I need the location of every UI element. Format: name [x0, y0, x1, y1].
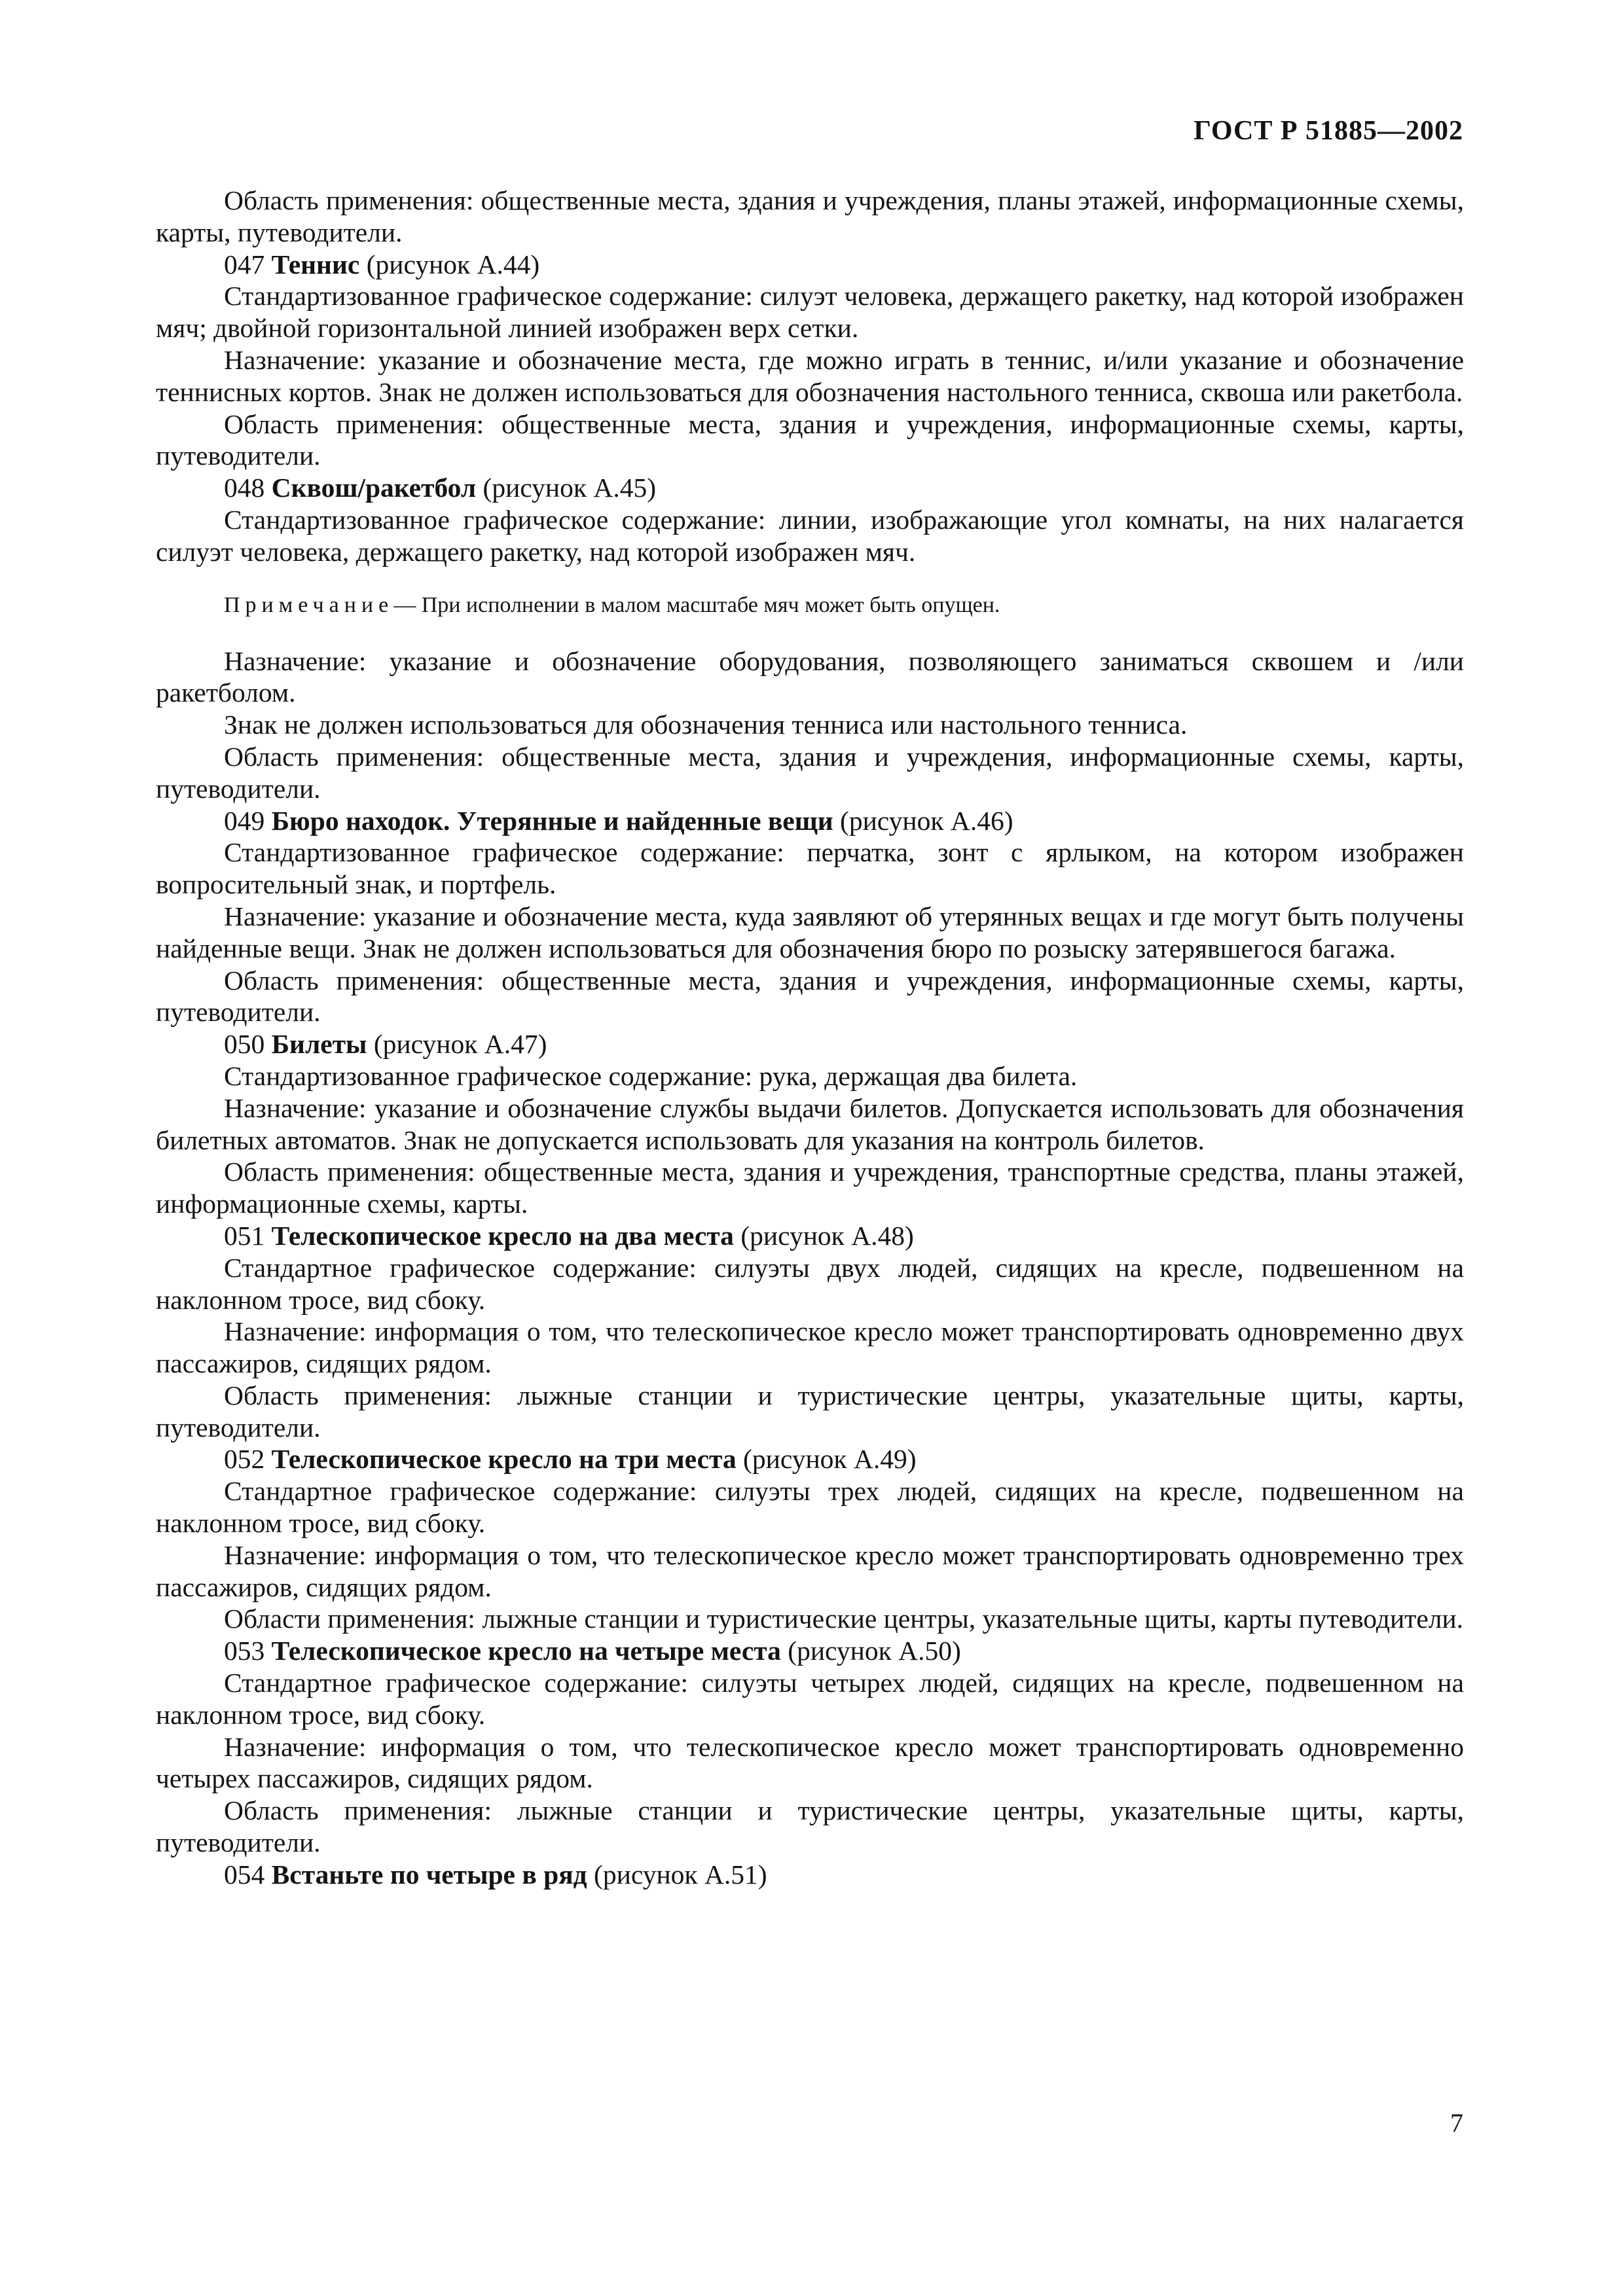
section-heading — [156, 1443, 1464, 1475]
paragraph: Область применения: общественные места, здания и учреждения, информационные схемы, карты, путеводители. — [156, 965, 1464, 1028]
figure-reference: (рисунок А.45) — [483, 473, 657, 503]
paragraph: Области применения: лыжные станции и туристические центры, указательные щиты, карты путеводители. — [224, 1604, 1464, 1634]
section-number: 051 — [224, 1220, 265, 1251]
section-heading — [156, 1220, 1464, 1252]
paragraph: Область применения: общественные места, здания и учреждения, информационные схемы, карты, путеводители. — [156, 408, 1464, 471]
paragraph: Стандартное графическое содержание: силуэты трех людей, сидящих на кресле, подвешенном на наклонном тросе, вид сбоку. — [156, 1476, 1464, 1539]
section-title: Бюро находок. Утерянные и найденные вещи — [271, 805, 833, 836]
figure-reference: (рисунок А.51) — [594, 1859, 767, 1890]
note — [156, 590, 1464, 620]
section-title: Сквош/ракетбол — [271, 473, 477, 503]
paragraph: Назначение: указание и обозначение службы выдачи билетов. Допускается использовать для обозначения билетных автоматов. Знак не допускается использовать для указания на контроль билетов. — [156, 1092, 1464, 1155]
section-number: 049 — [224, 805, 265, 836]
section-title: Телескопическое кресло на четыре места — [271, 1636, 781, 1666]
paragraph: Стандартизованное графическое содержание: линии, изображающие угол комнаты, на них налагается силуэт человека, держащего ракетку, над которой изображен мяч. — [156, 504, 1464, 567]
paragraph: Стандартизованное графическое содержание: силуэт человека, держащего ракетку, над которой изображен мяч; двойной горизонтальной линией изображен верх сетки. — [156, 281, 1464, 344]
note-text: — При исполнении в малом масштабе мяч может быть опущен. — [393, 592, 1000, 617]
figure-reference: (рисунок А.48) — [740, 1220, 914, 1251]
paragraph: Область применения: общественные места, здания и учреждения, информационные схемы, карты, путеводители. — [156, 741, 1464, 804]
figure-reference: (рисунок А.47) — [373, 1029, 547, 1060]
paragraph: Назначение: информация о том, что телескопическое кресло может транспортировать одновременно четырех пассажиров, сидящих рядом. — [156, 1731, 1464, 1794]
document-body — [156, 185, 1464, 1891]
paragraph: Знак не должен использоваться для обозначения тенниса или настольного тенниса. — [224, 709, 1188, 740]
section-heading — [156, 249, 1464, 281]
section-heading — [156, 472, 1464, 504]
paragraph: Назначение: указание и обозначение места, где можно играть в теннис, и/или указание и обозначение теннисных кортов. Знак не должен использоваться для обозначения настольного тенниса, сквоша или ракетбола. — [156, 344, 1464, 407]
section-heading — [156, 1859, 1464, 1891]
paragraph: Область применения: лыжные станции и туристические центры, указательные щиты, карты, путеводители. — [156, 1380, 1464, 1443]
section-number: 050 — [224, 1029, 265, 1060]
section-number: 048 — [224, 473, 265, 503]
section-heading — [156, 805, 1464, 837]
figure-reference: (рисунок А.44) — [366, 249, 540, 279]
figure-reference: (рисунок А.46) — [840, 805, 1013, 836]
section-title: Теннис — [271, 249, 360, 279]
section-heading — [156, 1635, 1464, 1667]
page-number: 7 — [1450, 2108, 1463, 2138]
figure-reference: (рисунок А.49) — [743, 1444, 917, 1475]
section-title: Телескопическое кресло на три места — [271, 1444, 737, 1475]
paragraph: Область применения: общественные места, здания и учреждения, планы этажей, информационные схемы, карты, путеводители. — [156, 185, 1464, 247]
paragraph: Стандартизованное графическое содержание: перчатка, зонт с ярлыком, на котором изображен вопросительный знак, и портфель. — [156, 837, 1464, 900]
section-number: 047 — [224, 249, 265, 279]
section-number: 053 — [224, 1636, 265, 1666]
paragraph: Назначение: информация о том, что телескопическое кресло может транспортировать одновременно двух пассажиров, сидящих рядом. — [156, 1316, 1464, 1379]
section-title: Билеты — [271, 1029, 367, 1060]
paragraph: Область применения: общественные места, здания и учреждения, транспортные средства, планы этажей, информационные схемы, карты. — [156, 1157, 1464, 1219]
paragraph: Назначение: указание и обозначение места, куда заявляют об утерянных вещах и где могут быть получены найденные вещи. Знак не должен использоваться для обозначения бюро по розыску затерявшегося багажа. — [156, 901, 1464, 963]
note-label: Примечание — [224, 592, 394, 617]
paragraph: Стандартное графическое содержание: силуэты двух людей, сидящих на кресле, подвешенном на наклонном тросе, вид сбоку. — [156, 1252, 1464, 1315]
paragraph: Область применения: лыжные станции и туристические центры, указательные щиты, карты, путеводители. — [156, 1795, 1464, 1858]
paragraph: Стандартизованное графическое содержание: рука, держащая два билета. — [224, 1060, 1078, 1091]
section-number: 052 — [224, 1444, 265, 1475]
section-number: 054 — [224, 1859, 265, 1890]
figure-reference: (рисунок А.50) — [788, 1636, 961, 1666]
section-title: Телескопическое кресло на два места — [271, 1220, 734, 1251]
paragraph: Назначение: информация о том, что телескопическое кресло может транспортировать одновременно трех пассажиров, сидящих рядом. — [156, 1539, 1464, 1602]
paragraph: Стандартное графическое содержание: силуэты четырех людей, сидящих на кресле, подвешенном на наклонном тросе, вид сбоку. — [156, 1668, 1464, 1730]
section-heading — [156, 1028, 1464, 1060]
document-code-header: ГОСТ Р 51885—2002 — [1194, 116, 1463, 146]
section-title: Встаньте по четыре в ряд — [271, 1859, 587, 1890]
paragraph: Назначение: указание и обозначение оборудования, позволяющего заниматься сквошем и /или ракетболом. — [156, 645, 1464, 708]
